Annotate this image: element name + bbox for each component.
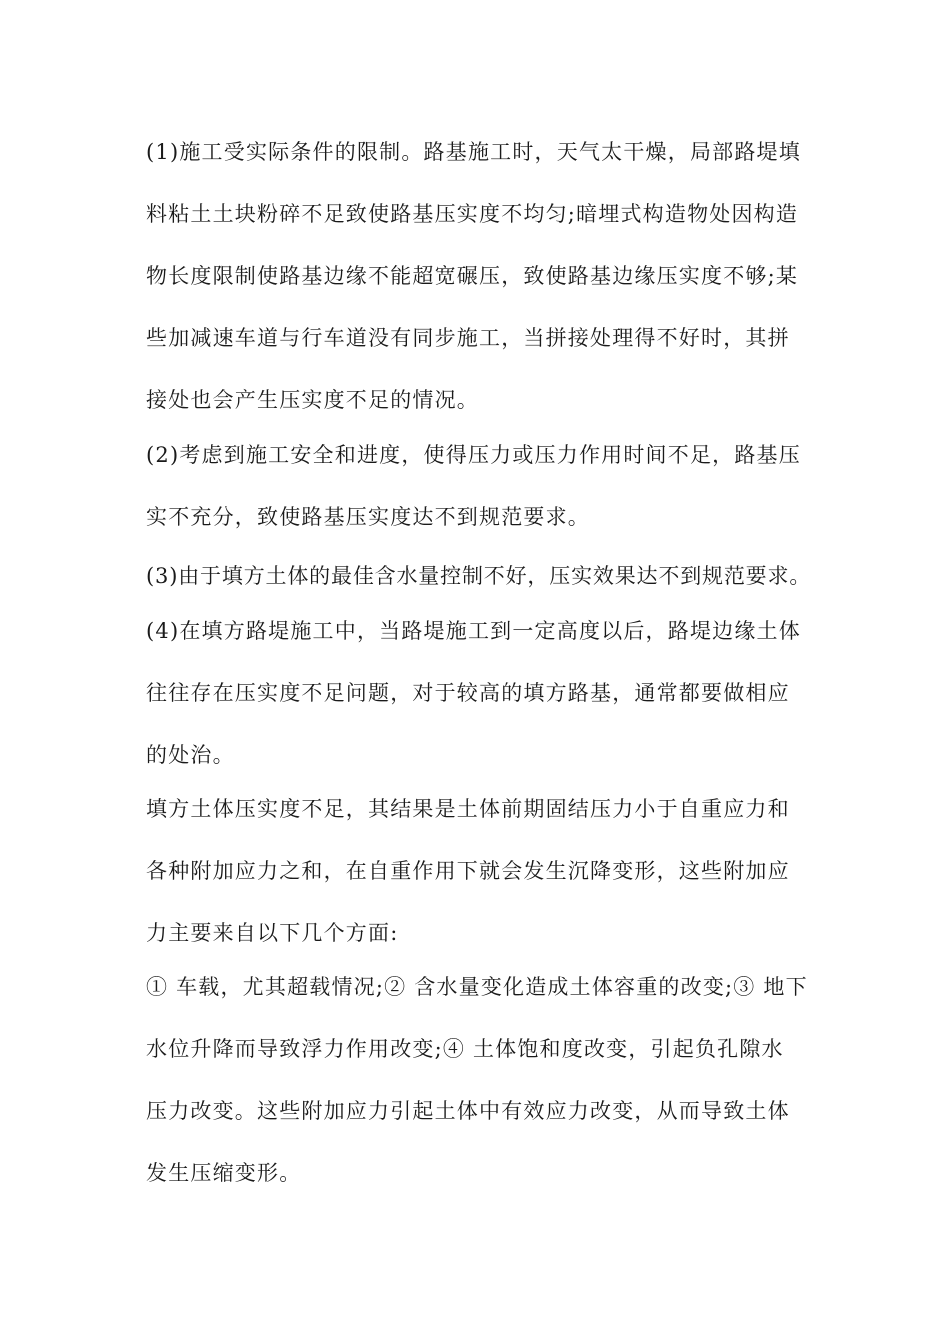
- text-line: (3)由于填方土体的最佳含水量控制不好，压实效果达不到规范要求。: [146, 564, 812, 588]
- text-line: 发生压缩变形。: [146, 1161, 302, 1185]
- text-line: 接处也会产生压实度不足的情况。: [146, 388, 479, 412]
- text-line: (2)考虑到施工安全和进度，使得压力或压力作用时间不足，路基压: [146, 443, 801, 467]
- text-line: (1)施工受实际条件的限制。路基施工时，天气太干燥，局部路堤填: [146, 140, 801, 164]
- text-line: 水位升降而导致浮力作用改变;④ 土体饱和度改变，引起负孔隙水: [146, 1037, 784, 1061]
- text-line: 实不充分，致使路基压实度达不到规范要求。: [146, 505, 590, 529]
- text-line: 压力改变。这些附加应力引起土体中有效应力改变，从而导致土体: [146, 1099, 790, 1123]
- text-line: 各种附加应力之和，在自重作用下就会发生沉降变形，这些附加应: [146, 859, 790, 883]
- text-line: 的处治。: [146, 743, 235, 767]
- text-line: ① 车载，尤其超载情况;② 含水量变化造成土体容重的改变;③ 地下: [146, 975, 808, 999]
- text-line: 往往存在压实度不足问题，对于较高的填方路基，通常都要做相应: [146, 681, 790, 705]
- text-line: (4)在填方路堤施工中，当路堤施工到一定高度以后，路堤边缘土体: [146, 619, 801, 643]
- text-line: 填方土体压实度不足，其结果是土体前期固结压力小于自重应力和: [146, 797, 790, 821]
- text-line: 物长度限制使路基边缘不能超宽碾压，致使路基边缘压实度不够;某: [146, 264, 799, 288]
- text-line: 些加减速车道与行车道没有同步施工，当拼接处理得不好时，其拼: [146, 326, 790, 350]
- text-line: 力主要来自以下几个方面:: [146, 921, 399, 945]
- text-line: 料粘土土块粉碎不足致使路基压实度不均匀;暗埋式构造物处因构造: [146, 202, 799, 226]
